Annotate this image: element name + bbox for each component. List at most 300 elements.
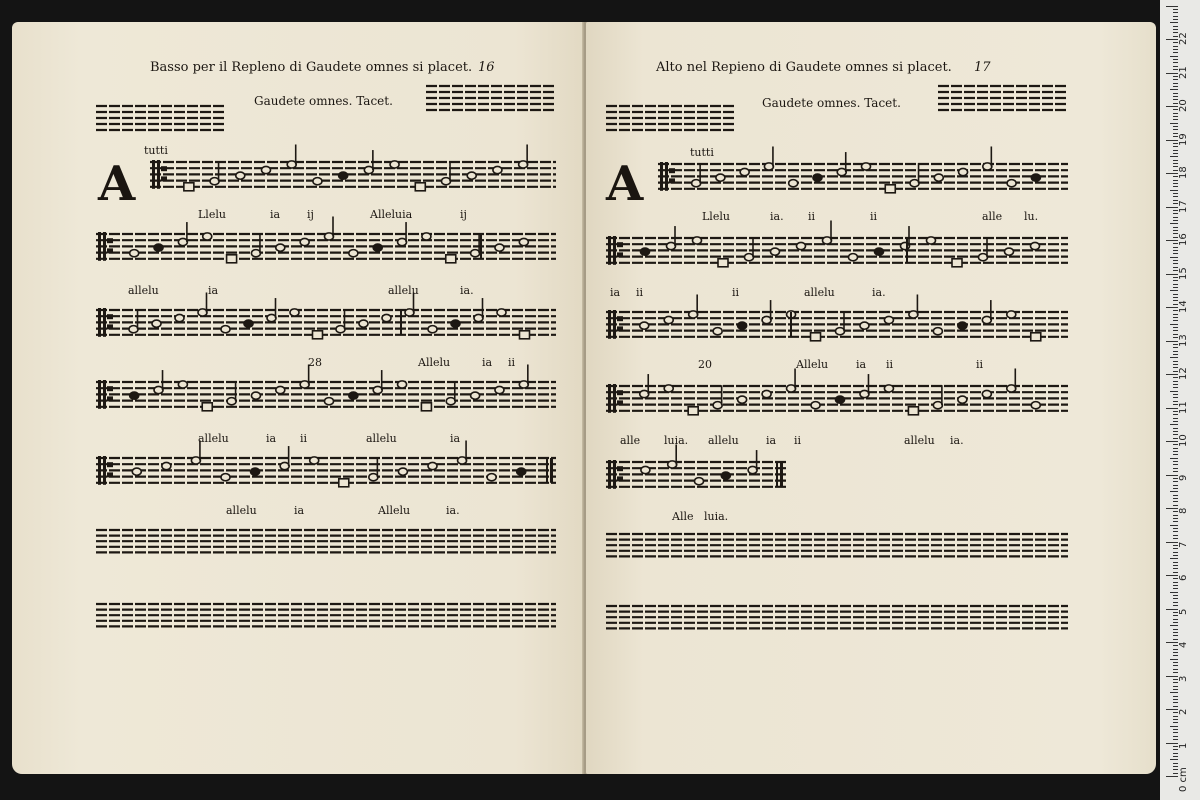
- ruler-tick: [1173, 52, 1178, 53]
- note-head: [787, 385, 796, 392]
- ruler-tick: [1173, 160, 1178, 161]
- ruler-tick: [1173, 598, 1178, 599]
- right-lyric: alle: [620, 434, 641, 447]
- ruler-tick: [1173, 602, 1178, 603]
- ruler-tick: [1173, 595, 1178, 596]
- note-head: [740, 168, 749, 175]
- note-head: [493, 166, 502, 173]
- breve-note: [885, 185, 895, 193]
- note-head: [364, 166, 373, 173]
- note-head: [290, 309, 299, 316]
- left-lyric: ia.: [460, 284, 474, 297]
- breve-note: [811, 333, 821, 341]
- ruler-tick: [1173, 280, 1178, 281]
- ruler-tick: [1173, 327, 1178, 328]
- ruler-tick: [1170, 324, 1178, 325]
- clef-mark: [103, 232, 106, 261]
- note-head: [797, 242, 806, 249]
- ruler-tick: [1173, 572, 1178, 573]
- left-lyric: Allelu: [378, 504, 411, 517]
- ruler-tick: [1173, 719, 1178, 720]
- note-head: [300, 238, 309, 245]
- note-head: [471, 250, 480, 257]
- note-head: [359, 320, 368, 327]
- note-head: [713, 402, 722, 409]
- right-lyric: Allelu: [796, 358, 829, 371]
- ruler-tick: [1173, 753, 1178, 754]
- ruler-tick: [1173, 729, 1178, 730]
- ruler-tick: [1173, 96, 1178, 97]
- ruler-tick: [1166, 676, 1178, 677]
- ruler-tick: [1173, 49, 1178, 50]
- ruler-tick: [1166, 341, 1178, 342]
- note-head: [519, 381, 528, 388]
- ruler-tick: [1173, 297, 1178, 298]
- note-head: [762, 390, 771, 397]
- note-head: [849, 254, 858, 261]
- right-lyric: ii: [808, 210, 816, 223]
- bar-line: [550, 458, 553, 483]
- breve-note: [446, 255, 456, 263]
- right-running-head: Alto nel Repieno di Gaudete omnes si placet.: [656, 60, 952, 75]
- ruler-number: 2: [1178, 708, 1189, 715]
- ruler-tick: [1173, 582, 1178, 583]
- note-head: [382, 314, 391, 321]
- note-head: [236, 172, 245, 179]
- ruler-tick: [1173, 451, 1178, 452]
- bar-line: [776, 462, 778, 487]
- left-lyric: allelu: [198, 432, 229, 445]
- note-head: [130, 250, 139, 257]
- ruler-tick: [1173, 568, 1178, 569]
- note-head: [884, 385, 893, 392]
- ruler-tick: [1166, 508, 1178, 509]
- note-head: [442, 178, 451, 185]
- note-head: [933, 402, 942, 409]
- ruler-tick: [1166, 374, 1178, 375]
- note-head: [640, 322, 649, 329]
- clef-mark: [613, 310, 616, 339]
- ruler-tick: [1173, 183, 1178, 184]
- ruler-tick: [1173, 347, 1178, 348]
- note-head: [1007, 311, 1016, 318]
- note-head: [813, 174, 822, 181]
- breve-note: [415, 183, 425, 191]
- ruler-tick: [1173, 488, 1178, 489]
- left-lyric: ia: [294, 504, 305, 517]
- ruler-tick: [1173, 180, 1178, 181]
- right-lyric: ii: [976, 358, 984, 371]
- ruler-tick: [1173, 284, 1178, 285]
- note-head: [979, 254, 988, 261]
- ruler-tick: [1173, 418, 1178, 419]
- ruler-tick: [1173, 260, 1178, 261]
- ruler-tick: [1173, 585, 1178, 586]
- note-head: [251, 250, 260, 257]
- clef-mark: [669, 168, 675, 173]
- note-head: [716, 174, 725, 181]
- ruler-tick: [1166, 441, 1178, 442]
- ruler-tick: [1173, 732, 1178, 733]
- ruler-tick: [1173, 555, 1178, 556]
- right-lyric: ia.: [872, 286, 886, 299]
- right-lyric: 20: [698, 358, 712, 371]
- right-lyric: ii: [636, 286, 644, 299]
- ruler-tick: [1173, 126, 1178, 127]
- note-head: [668, 461, 677, 468]
- note-head: [860, 322, 869, 329]
- note-head: [958, 322, 967, 329]
- ruler-number: 13: [1178, 333, 1189, 347]
- ruler-tick: [1166, 207, 1178, 208]
- ruler-tick: [1173, 531, 1178, 532]
- ruler-tick: [1170, 625, 1178, 626]
- ruler-tick: [1173, 421, 1178, 422]
- ruler-tick: [1170, 491, 1178, 492]
- note-head: [860, 390, 869, 397]
- ruler-tick: [1170, 357, 1178, 358]
- clef-mark: [617, 326, 623, 331]
- note-head: [667, 242, 676, 249]
- ruler-tick: [1173, 686, 1178, 687]
- note-head: [132, 468, 141, 475]
- note-head: [313, 178, 322, 185]
- ruler-tick: [1173, 163, 1178, 164]
- note-head: [762, 316, 771, 323]
- ruler-tick: [1170, 123, 1178, 124]
- left-tutti-marking: tutti: [144, 144, 168, 157]
- ruler-tick: [1166, 408, 1178, 409]
- bar-line: [906, 238, 908, 263]
- ruler-tick: [1173, 635, 1178, 636]
- ruler-tick: [1173, 498, 1178, 499]
- right-lyric: Llelu: [702, 210, 730, 223]
- note-head: [495, 244, 504, 251]
- left-page-number: 16: [478, 60, 495, 75]
- right-page-notation: [586, 22, 1156, 774]
- ruler-tick: [1173, 565, 1178, 566]
- clef-mark: [617, 252, 623, 257]
- ruler-tick: [1173, 652, 1178, 653]
- ruler-tick: [1173, 384, 1178, 385]
- ruler-tick: [1173, 397, 1178, 398]
- note-head: [641, 466, 650, 473]
- note-head: [300, 381, 309, 388]
- note-head: [641, 248, 650, 255]
- note-head: [398, 238, 407, 245]
- ruler-tick: [1173, 217, 1178, 218]
- left-lyric: ia: [270, 208, 281, 221]
- note-head: [474, 314, 483, 321]
- note-head: [982, 390, 991, 397]
- breve-note: [184, 183, 194, 191]
- note-head: [689, 311, 698, 318]
- note-head: [640, 390, 649, 397]
- note-head: [428, 326, 437, 333]
- left-lyric: allelu: [366, 432, 397, 445]
- ruler-tick: [1173, 605, 1178, 606]
- ruler-tick: [1173, 468, 1178, 469]
- breve-note: [908, 407, 918, 415]
- ruler-tick: [1173, 314, 1178, 315]
- clef-mark: [107, 248, 113, 253]
- right-lyric: ia.: [770, 210, 784, 223]
- ruler-tick: [1173, 59, 1178, 60]
- note-head: [836, 328, 845, 335]
- note-head: [336, 326, 345, 333]
- left-page: [12, 22, 584, 774]
- breve-note: [688, 407, 698, 415]
- left-lyric: ij: [307, 208, 314, 221]
- ruler-tick: [1173, 317, 1178, 318]
- note-head: [693, 237, 702, 244]
- note-head: [162, 462, 171, 469]
- note-head: [1031, 174, 1040, 181]
- clef-mark: [669, 178, 675, 183]
- ruler-tick: [1170, 692, 1178, 693]
- note-head: [451, 320, 460, 327]
- clef-mark: [617, 476, 623, 481]
- note-head: [1007, 180, 1016, 187]
- ruler-tick: [1173, 481, 1178, 482]
- note-head: [221, 326, 230, 333]
- right-lyric: alle: [982, 210, 1003, 223]
- clef-mark: [617, 466, 623, 471]
- note-head: [959, 168, 968, 175]
- left-lyric: 28: [308, 356, 322, 369]
- ruler-tick: [1166, 106, 1178, 107]
- note-head: [398, 468, 407, 475]
- ruler-tick: [1173, 414, 1178, 415]
- note-head: [664, 385, 673, 392]
- ruler-tick: [1173, 739, 1178, 740]
- ruler-tick: [1173, 116, 1178, 117]
- ruler-number: 14: [1178, 300, 1189, 313]
- ruler-tick: [1173, 501, 1178, 502]
- ruler-number: 20: [1178, 99, 1189, 112]
- right-lyric: lu.: [1024, 210, 1039, 223]
- note-head: [519, 238, 528, 245]
- note-head: [325, 398, 334, 405]
- right-lyric: ii: [794, 434, 802, 447]
- left-lyric: ia: [482, 356, 493, 369]
- ruler-tick: [1173, 230, 1178, 231]
- note-head: [405, 309, 414, 316]
- right-lyric: ia: [766, 434, 777, 447]
- ruler-tick: [1170, 525, 1178, 526]
- left-lyric: ia: [266, 432, 277, 445]
- ruler-tick: [1173, 263, 1178, 264]
- ruler-tick: [1173, 622, 1178, 623]
- ruler-tick: [1173, 26, 1178, 27]
- clef-mark: [161, 176, 167, 181]
- note-head: [909, 311, 918, 318]
- note-head: [875, 248, 884, 255]
- measurement-ruler: [1160, 0, 1200, 800]
- ruler-tick: [1173, 763, 1178, 764]
- ruler-tick: [1173, 220, 1178, 221]
- note-head: [210, 178, 219, 185]
- ruler-tick: [1173, 454, 1178, 455]
- ruler-tick: [1166, 709, 1178, 710]
- ruler-tick: [1166, 274, 1178, 275]
- ruler-number: 21: [1178, 65, 1189, 79]
- ruler-tick: [1173, 129, 1178, 130]
- note-head: [823, 237, 832, 244]
- ruler-tick: [1173, 471, 1178, 472]
- note-head: [713, 328, 722, 335]
- ruler-tick: [1166, 609, 1178, 610]
- clef-mark: [617, 316, 623, 321]
- note-head: [664, 316, 673, 323]
- ruler-tick: [1173, 485, 1178, 486]
- note-head: [519, 161, 528, 168]
- ruler-tick: [1173, 696, 1178, 697]
- ruler-tick: [1173, 518, 1178, 519]
- ruler-tick: [1173, 655, 1178, 656]
- clef-mark: [613, 384, 616, 413]
- note-head: [695, 478, 704, 485]
- clef-mark: [103, 456, 106, 485]
- note-head: [446, 398, 455, 405]
- ruler-tick: [1166, 307, 1178, 308]
- ruler-tick: [1173, 9, 1178, 10]
- note-head: [487, 474, 496, 481]
- note-head: [325, 233, 334, 240]
- note-head: [349, 250, 358, 257]
- note-head: [191, 457, 200, 464]
- ruler-tick: [1173, 749, 1178, 750]
- right-tacet-note: Gaudete omnes. Tacet.: [762, 96, 901, 110]
- ruler-tick: [1173, 119, 1178, 120]
- ruler-tick: [1173, 736, 1178, 737]
- note-head: [1031, 242, 1040, 249]
- ruler-tick: [1173, 12, 1178, 13]
- ruler-number: 19: [1178, 132, 1189, 146]
- clef-mark: [617, 390, 623, 395]
- clef-mark: [660, 162, 663, 191]
- note-head: [276, 386, 285, 393]
- ruler-tick: [1170, 424, 1178, 425]
- note-head: [789, 180, 798, 187]
- ruler-tick: [1170, 659, 1178, 660]
- ruler-tick: [1173, 146, 1178, 147]
- ruler-tick: [1173, 86, 1178, 87]
- ruler-number: 7: [1178, 541, 1189, 548]
- note-head: [251, 468, 260, 475]
- breve-note: [313, 331, 323, 339]
- ruler-tick: [1173, 629, 1178, 630]
- clef-mark: [98, 308, 101, 337]
- ruler-unit-label: 0 cm: [1178, 767, 1189, 792]
- left-lyric: ia.: [446, 504, 460, 517]
- ruler-tick: [1173, 83, 1178, 84]
- note-head: [267, 314, 276, 321]
- ruler-tick: [1170, 391, 1178, 392]
- note-head: [901, 242, 910, 249]
- breve-note: [1031, 333, 1041, 341]
- ruler-tick: [1170, 592, 1178, 593]
- ruler-tick: [1173, 354, 1178, 355]
- breve-note: [202, 403, 212, 411]
- ruler-tick: [1173, 515, 1178, 516]
- note-head: [398, 381, 407, 388]
- note-head: [771, 248, 780, 255]
- ruler-tick: [1173, 213, 1178, 214]
- ruler-tick: [1173, 186, 1178, 187]
- ruler-tick: [1170, 190, 1178, 191]
- note-head: [982, 316, 991, 323]
- ruler-tick: [1173, 320, 1178, 321]
- ruler-tick: [1173, 431, 1178, 432]
- ruler-tick: [1173, 428, 1178, 429]
- ruler-number: 15: [1178, 266, 1189, 280]
- ruler-tick: [1166, 542, 1178, 543]
- note-head: [349, 392, 358, 399]
- note-head: [130, 392, 139, 399]
- ruler-tick: [1173, 528, 1178, 529]
- right-lyric: ii: [870, 210, 878, 223]
- note-head: [471, 392, 480, 399]
- ruler-tick: [1173, 548, 1178, 549]
- ruler-tick: [1173, 464, 1178, 465]
- note-head: [428, 462, 437, 469]
- clef-mark: [107, 324, 113, 329]
- note-head: [422, 233, 431, 240]
- ruler-tick: [1173, 364, 1178, 365]
- ruler-tick: [1173, 79, 1178, 80]
- right-lyric: ia: [610, 286, 621, 299]
- ruler-tick: [1170, 759, 1178, 760]
- clef-mark: [107, 386, 113, 391]
- ruler-tick: [1166, 240, 1178, 241]
- ruler-tick: [1173, 330, 1178, 331]
- ruler-tick: [1173, 538, 1178, 539]
- ruler-tick: [1173, 699, 1178, 700]
- clef-mark: [152, 160, 155, 189]
- note-head: [244, 320, 253, 327]
- note-head: [745, 254, 754, 261]
- clef-mark: [107, 238, 113, 243]
- left-lyric: allelu: [388, 284, 419, 297]
- clef-mark: [107, 396, 113, 401]
- clef-mark: [107, 314, 113, 319]
- bar-line: [780, 462, 783, 487]
- clef-mark: [608, 460, 611, 489]
- ruler-tick: [1170, 22, 1178, 23]
- ruler-tick: [1170, 223, 1178, 224]
- note-head: [178, 381, 187, 388]
- note-head: [390, 161, 399, 168]
- note-head: [373, 386, 382, 393]
- right-lyric: ii: [886, 358, 894, 371]
- ruler-tick: [1173, 193, 1178, 194]
- breve-note: [227, 255, 237, 263]
- breve-note: [339, 479, 349, 487]
- ruler-tick: [1166, 475, 1178, 476]
- ruler-tick: [1170, 726, 1178, 727]
- note-head: [836, 396, 845, 403]
- ruler-tick: [1173, 29, 1178, 30]
- note-head: [251, 392, 260, 399]
- right-lyric: allelu: [708, 434, 739, 447]
- note-head: [721, 472, 730, 479]
- ruler-number: 1: [1178, 742, 1189, 749]
- ruler-number: 4: [1178, 641, 1189, 648]
- ruler-tick: [1166, 6, 1178, 7]
- ruler-number: 22: [1178, 32, 1189, 45]
- ruler-tick: [1173, 689, 1178, 690]
